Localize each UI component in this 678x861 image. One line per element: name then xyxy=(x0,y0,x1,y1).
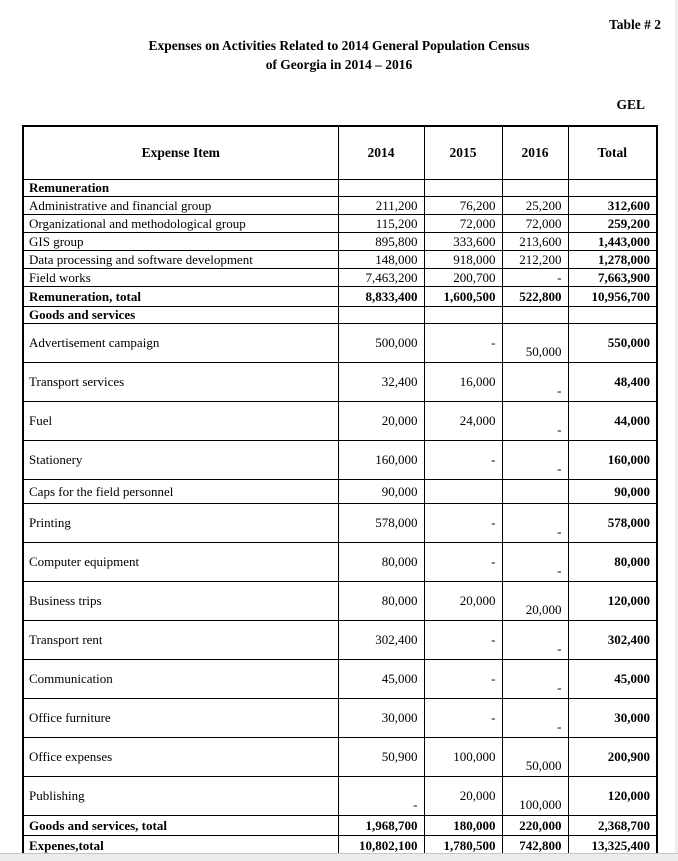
amount-cell-2016: 50,000 xyxy=(502,738,568,777)
total-cell: 302,400 xyxy=(568,621,657,660)
amount-cell-2014: 8,833,400 xyxy=(338,287,424,307)
total-cell xyxy=(568,307,657,324)
expense-item-cell: Stationery xyxy=(23,441,338,480)
amount-cell-2015: 16,000 xyxy=(424,363,502,402)
total-cell: 10,956,700 xyxy=(568,287,657,307)
amount-cell-2014: 20,000 xyxy=(338,402,424,441)
expense-item-cell: GIS group xyxy=(23,233,338,251)
expense-item-cell: Organizational and methodological group xyxy=(23,215,338,233)
amount-cell-2016 xyxy=(502,180,568,197)
table-row xyxy=(23,269,657,287)
column-header-expense-item: Expense Item xyxy=(23,126,338,180)
table-row xyxy=(23,324,657,363)
expense-item-cell: Expenes,total xyxy=(23,836,338,857)
expense-item-cell: Publishing xyxy=(23,777,338,816)
amount-cell-2015 xyxy=(424,307,502,324)
table-row xyxy=(23,660,657,699)
total-cell: 1,443,000 xyxy=(568,233,657,251)
amount-cell-2015: 1,780,500 xyxy=(424,836,502,857)
table-row xyxy=(23,777,657,816)
amount-cell-2016: 72,000 xyxy=(502,215,568,233)
amount-cell-2015: - xyxy=(424,324,502,363)
amount-cell-2015: 76,200 xyxy=(424,197,502,215)
document-title-line-1: Expenses on Activities Related to 2014 General Population Census xyxy=(148,38,530,53)
amount-cell-2015: 20,000 xyxy=(424,582,502,621)
expense-item-cell: Advertisement campaign xyxy=(23,324,338,363)
table-row xyxy=(23,251,657,269)
total-cell: 44,000 xyxy=(568,402,657,441)
amount-cell-2014: 148,000 xyxy=(338,251,424,269)
amount-cell-2014: 90,000 xyxy=(338,480,424,504)
table-row xyxy=(23,307,657,324)
amount-cell-2014: 32,400 xyxy=(338,363,424,402)
expense-item-cell: Printing xyxy=(23,504,338,543)
table-row xyxy=(23,480,657,504)
amount-cell-2016: - xyxy=(502,441,568,480)
total-cell: 312,600 xyxy=(568,197,657,215)
amount-cell-2016 xyxy=(502,307,568,324)
amount-cell-2014: 1,968,700 xyxy=(338,816,424,836)
table-row xyxy=(23,543,657,582)
amount-cell-2016: - xyxy=(502,699,568,738)
amount-cell-2016: 212,200 xyxy=(502,251,568,269)
amount-cell-2016: 220,000 xyxy=(502,816,568,836)
document-title-line-2: of Georgia in 2014 – 2016 xyxy=(265,57,413,72)
expense-item-cell: Business trips xyxy=(23,582,338,621)
total-cell: 13,325,400 xyxy=(568,836,657,857)
amount-cell-2016: - xyxy=(502,621,568,660)
expense-item-cell: Communication xyxy=(23,660,338,699)
total-cell: 30,000 xyxy=(568,699,657,738)
amount-cell-2016: 522,800 xyxy=(502,287,568,307)
amount-cell-2014: 211,200 xyxy=(338,197,424,215)
table-row xyxy=(23,197,657,215)
column-header-2016: 2016 xyxy=(502,126,568,180)
total-cell: 90,000 xyxy=(568,480,657,504)
table-row xyxy=(23,402,657,441)
amount-cell-2014: - xyxy=(338,777,424,816)
amount-cell-2014: 302,400 xyxy=(338,621,424,660)
amount-cell-2015: 72,000 xyxy=(424,215,502,233)
page-bottom-edge xyxy=(0,853,678,861)
amount-cell-2015: 20,000 xyxy=(424,777,502,816)
expense-item-cell: Transport rent xyxy=(23,621,338,660)
amount-cell-2015: 1,600,500 xyxy=(424,287,502,307)
currency-label: GEL xyxy=(616,97,645,112)
amount-cell-2015: - xyxy=(424,441,502,480)
table-row xyxy=(23,215,657,233)
total-cell xyxy=(568,180,657,197)
amount-cell-2015: 24,000 xyxy=(424,402,502,441)
amount-cell-2015: - xyxy=(424,543,502,582)
amount-cell-2016: - xyxy=(502,269,568,287)
column-header-2015: 2015 xyxy=(424,126,502,180)
expense-item-cell: Goods and services xyxy=(23,307,338,324)
table-row xyxy=(23,621,657,660)
table-row xyxy=(23,363,657,402)
table-row xyxy=(23,582,657,621)
amount-cell-2014: 160,000 xyxy=(338,441,424,480)
amount-cell-2016: 742,800 xyxy=(502,836,568,857)
expense-item-cell: Field works xyxy=(23,269,338,287)
amount-cell-2016: 25,200 xyxy=(502,197,568,215)
total-cell: 7,663,900 xyxy=(568,269,657,287)
amount-cell-2016: 100,000 xyxy=(502,777,568,816)
table-row xyxy=(23,738,657,777)
amount-cell-2015 xyxy=(424,480,502,504)
table-row xyxy=(23,699,657,738)
total-cell: 80,000 xyxy=(568,543,657,582)
total-cell: 160,000 xyxy=(568,441,657,480)
expense-item-cell: Office furniture xyxy=(23,699,338,738)
expense-item-cell: Remuneration xyxy=(23,180,338,197)
table-header xyxy=(23,126,657,180)
amount-cell-2016: 213,600 xyxy=(502,233,568,251)
table-row xyxy=(23,287,657,307)
amount-cell-2015: - xyxy=(424,699,502,738)
amount-cell-2015: - xyxy=(424,660,502,699)
expense-item-cell: Administrative and financial group xyxy=(23,197,338,215)
column-header-total: Total xyxy=(568,126,657,180)
expense-item-cell: Office expenses xyxy=(23,738,338,777)
table-row xyxy=(23,441,657,480)
table-row xyxy=(23,180,657,197)
amount-cell-2014: 10,802,100 xyxy=(338,836,424,857)
amount-cell-2014: 500,000 xyxy=(338,324,424,363)
amount-cell-2014: 115,200 xyxy=(338,215,424,233)
table-row xyxy=(23,233,657,251)
expense-item-cell: Data processing and software development xyxy=(23,251,338,269)
expense-item-cell: Remuneration, total xyxy=(23,287,338,307)
amount-cell-2016: - xyxy=(502,660,568,699)
amount-cell-2014: 80,000 xyxy=(338,543,424,582)
amount-cell-2014: 50,900 xyxy=(338,738,424,777)
expense-item-cell: Transport services xyxy=(23,363,338,402)
expense-item-cell: Fuel xyxy=(23,402,338,441)
total-cell: 45,000 xyxy=(568,660,657,699)
amount-cell-2014: 578,000 xyxy=(338,504,424,543)
amount-cell-2015: - xyxy=(424,621,502,660)
amount-cell-2015: 333,600 xyxy=(424,233,502,251)
amount-cell-2014: 30,000 xyxy=(338,699,424,738)
table-header-row xyxy=(23,126,657,180)
expense-item-cell: Caps for the field personnel xyxy=(23,480,338,504)
table-row xyxy=(23,504,657,543)
total-cell: 200,900 xyxy=(568,738,657,777)
amount-cell-2016 xyxy=(502,480,568,504)
amount-cell-2015: 200,700 xyxy=(424,269,502,287)
amount-cell-2014: 7,463,200 xyxy=(338,269,424,287)
total-cell: 2,368,700 xyxy=(568,816,657,836)
amount-cell-2016: - xyxy=(502,543,568,582)
amount-cell-2014: 45,000 xyxy=(338,660,424,699)
total-cell: 120,000 xyxy=(568,582,657,621)
table-body xyxy=(23,180,657,857)
amount-cell-2016: - xyxy=(502,504,568,543)
amount-cell-2014: 80,000 xyxy=(338,582,424,621)
amount-cell-2015: - xyxy=(424,504,502,543)
amount-cell-2015: 918,000 xyxy=(424,251,502,269)
amount-cell-2016: - xyxy=(502,402,568,441)
amount-cell-2015 xyxy=(424,180,502,197)
total-cell: 48,400 xyxy=(568,363,657,402)
total-cell: 578,000 xyxy=(568,504,657,543)
amount-cell-2014 xyxy=(338,307,424,324)
amount-cell-2015: 180,000 xyxy=(424,816,502,836)
total-cell: 1,278,000 xyxy=(568,251,657,269)
total-cell: 120,000 xyxy=(568,777,657,816)
expense-item-cell: Computer equipment xyxy=(23,543,338,582)
amount-cell-2016: - xyxy=(502,363,568,402)
document-title xyxy=(0,36,678,74)
column-header-2014: 2014 xyxy=(338,126,424,180)
expenses-table xyxy=(22,125,658,857)
total-cell: 550,000 xyxy=(568,324,657,363)
table-row xyxy=(23,816,657,836)
expense-item-cell: Goods and services, total xyxy=(23,816,338,836)
amount-cell-2014 xyxy=(338,180,424,197)
total-cell: 259,200 xyxy=(568,215,657,233)
amount-cell-2015: 100,000 xyxy=(424,738,502,777)
amount-cell-2016: 20,000 xyxy=(502,582,568,621)
amount-cell-2016: 50,000 xyxy=(502,324,568,363)
amount-cell-2014: 895,800 xyxy=(338,233,424,251)
table-number-label: Table # 2 xyxy=(608,17,661,32)
